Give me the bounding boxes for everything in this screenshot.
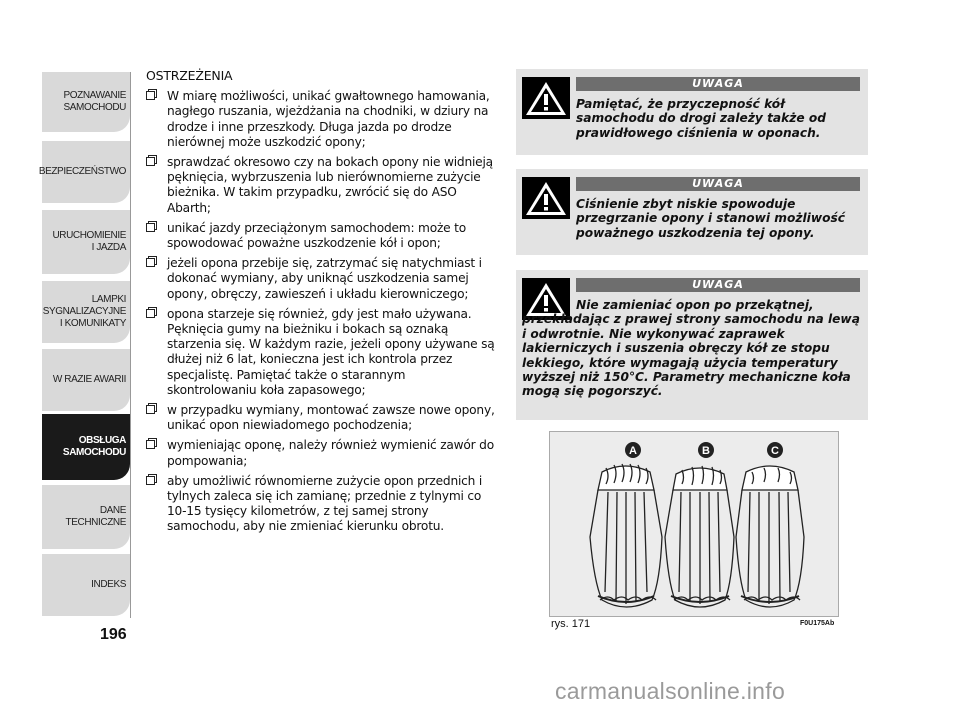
warning-text: Pamiętać, że przyczepność kół samochodu do drogi zależy także od prawidłowego ciśnienia w oponach.	[576, 97, 826, 140]
sidebar-tab-awarii[interactable]: W RAZIE AWARII	[42, 349, 130, 411]
figure-code: F0U175Ab	[800, 620, 835, 627]
tire-rotation-figure	[549, 431, 839, 617]
checkbox-bullet-icon	[146, 223, 155, 232]
tire-illustration	[550, 432, 838, 616]
checkbox-bullet-icon	[146, 258, 155, 267]
section-heading: OSTRZEŻENIA	[146, 68, 233, 83]
checkbox-bullet-icon	[146, 157, 155, 166]
checkbox-bullet-icon	[146, 405, 155, 414]
label-a: A	[629, 445, 637, 457]
warning-box-3	[516, 270, 868, 420]
checkbox-bullet-icon	[146, 440, 155, 449]
warning-text: Ciśnienie zbyt niskie spowoduje przegrzanie opony i stanowi możliwość poważnego uszkodzenia tej opony.	[576, 197, 845, 240]
sidebar-tab-dane[interactable]: DANE TECHNICZNE	[42, 485, 130, 549]
checkbox-bullet-icon	[146, 476, 155, 485]
warning-box-1	[516, 69, 868, 155]
warning-text: Nie zamieniać opon po przekątnej, przekładając z prawej strony samochodu na lewą i odwrotnie. Nie wykonywać zaprawek lakierniczych i suszenia obręczy kół ze stopu lekkiego, które wymagają użycia temperatury wyższej niż 150°C. Parametry mechaniczne koła mogą się pogorszyć.	[522, 298, 860, 399]
sidebar-tab-lampki[interactable]: LAMPKI SYGNALIZACYJNE I KOMUNIKATY	[42, 281, 130, 343]
tire-a	[590, 464, 662, 607]
label-c: C	[771, 445, 779, 457]
sidebar-tab-bezpieczenstwo[interactable]: BEZPIECZEŃSTWO	[42, 141, 130, 203]
warning-header: UWAGA	[576, 177, 860, 191]
checkbox-bullet-icon	[146, 91, 155, 100]
list-item: jeżeli opona przebije się, zatrzymać się natychmiast i dokonać wymiany, aby uniknąć uszkodzenia samej opony, obręczy, zawieszeń i układu kierowniczego;	[146, 256, 498, 302]
tire-b	[665, 466, 734, 607]
warnings-text-column	[146, 68, 498, 540]
list-item: opona starzeje się również, gdy jest mało używana. Pęknięcia gumy na bieżniku i bokach są oznaką starzenia się. W każdym razie, jeżeli opony używane są dłużej niż 6 lat, konieczna jest ich kontrola przez specjalistę. Pamiętać także o starannym skontrolowaniu koła zapasowego;	[146, 307, 498, 398]
list-item: wymieniając oponę, należy również wymienić zawór do pompowania;	[146, 438, 498, 468]
checkbox-bullet-icon	[146, 309, 155, 318]
sidebar-tab-uruchomienie[interactable]: URUCHOMIENIE I JAZDA	[42, 210, 130, 274]
figure-caption: rys. 171	[551, 618, 591, 630]
list-item: aby umożliwić równomierne zużycie opon przednich i tylnych zaleca się ich zamianę; przednie z tylnymi co 10-15 tysięcy kilometrów, z tej samej strony samochodu, aby nie zmieniać kierunku obrotu.	[146, 474, 498, 535]
sidebar-divider	[130, 72, 131, 618]
list-item: sprawdzać okresowo czy na bokach opony nie widnieją pęknięcia, wybrzuszenia lub nierównomierne zużycie bieżnika. W takim przypadku, zwrócić się do ASO Abarth;	[146, 155, 498, 216]
sidebar-tab-indeks[interactable]: INDEKS	[42, 554, 130, 616]
page-number: 196	[100, 626, 127, 643]
tire-c	[736, 466, 804, 607]
list-item: unikać jazdy przeciążonym samochodem: może to spowodować poważne uszkodzenie kół i opon;	[146, 221, 498, 251]
list-item: W miarę możliwości, unikać gwałtownego hamowania, nagłego ruszania, wjeżdżania na chodniki, w dziury na drodze i inne przeszkody. Długa jazda po drodze nierównej może uszkodzić opony;	[146, 89, 498, 150]
warning-box-2	[516, 169, 868, 255]
watermark: carmanualsonline.info	[555, 678, 786, 704]
sidebar-tab-obsluga[interactable]: OBSŁUGA SAMOCHODU	[42, 414, 130, 480]
list-item: w przypadku wymiany, montować zawsze nowe opony, unikać opon niewiadomego pochodzenia;	[146, 403, 498, 433]
warning-header: UWAGA	[576, 278, 860, 292]
sidebar-tab-poznawanie[interactable]: POZNAWANIE SAMOCHODU	[42, 72, 130, 132]
label-b: B	[702, 445, 710, 457]
warning-header: UWAGA	[576, 77, 860, 91]
